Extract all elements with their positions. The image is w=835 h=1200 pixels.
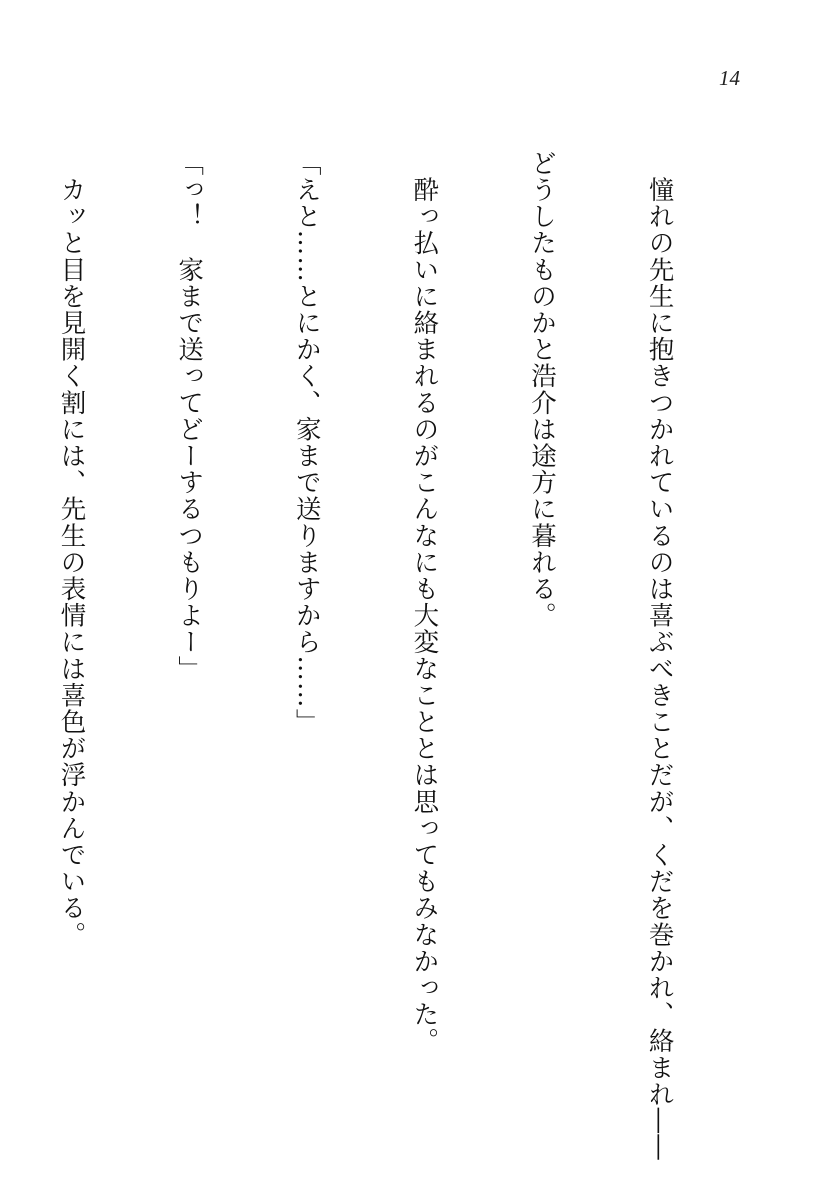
text-line: どうしたものかと浩介は途方に暮れる。: [526, 150, 557, 629]
text-line: 「えと……とにかく、家まで送りますから……」: [291, 150, 322, 736]
text-line: カッと目を見開く割には、先生の表情には喜色が浮かんでいる。: [56, 150, 87, 948]
text-line: 「っ！ 家まで送ってどーするつもりよー」: [174, 150, 205, 682]
text-line: 憧れの先生に抱きつかれているのは喜ぶべきことだが、くだを巻かれ、絡まれ――: [644, 150, 675, 1161]
page-number: 14: [719, 66, 740, 90]
text-line: 酔っ払いに絡まれるのがこんなにも大変なこととは思ってもみなかった。: [409, 150, 440, 1055]
novel-body-text: [56, 150, 757, 1161]
